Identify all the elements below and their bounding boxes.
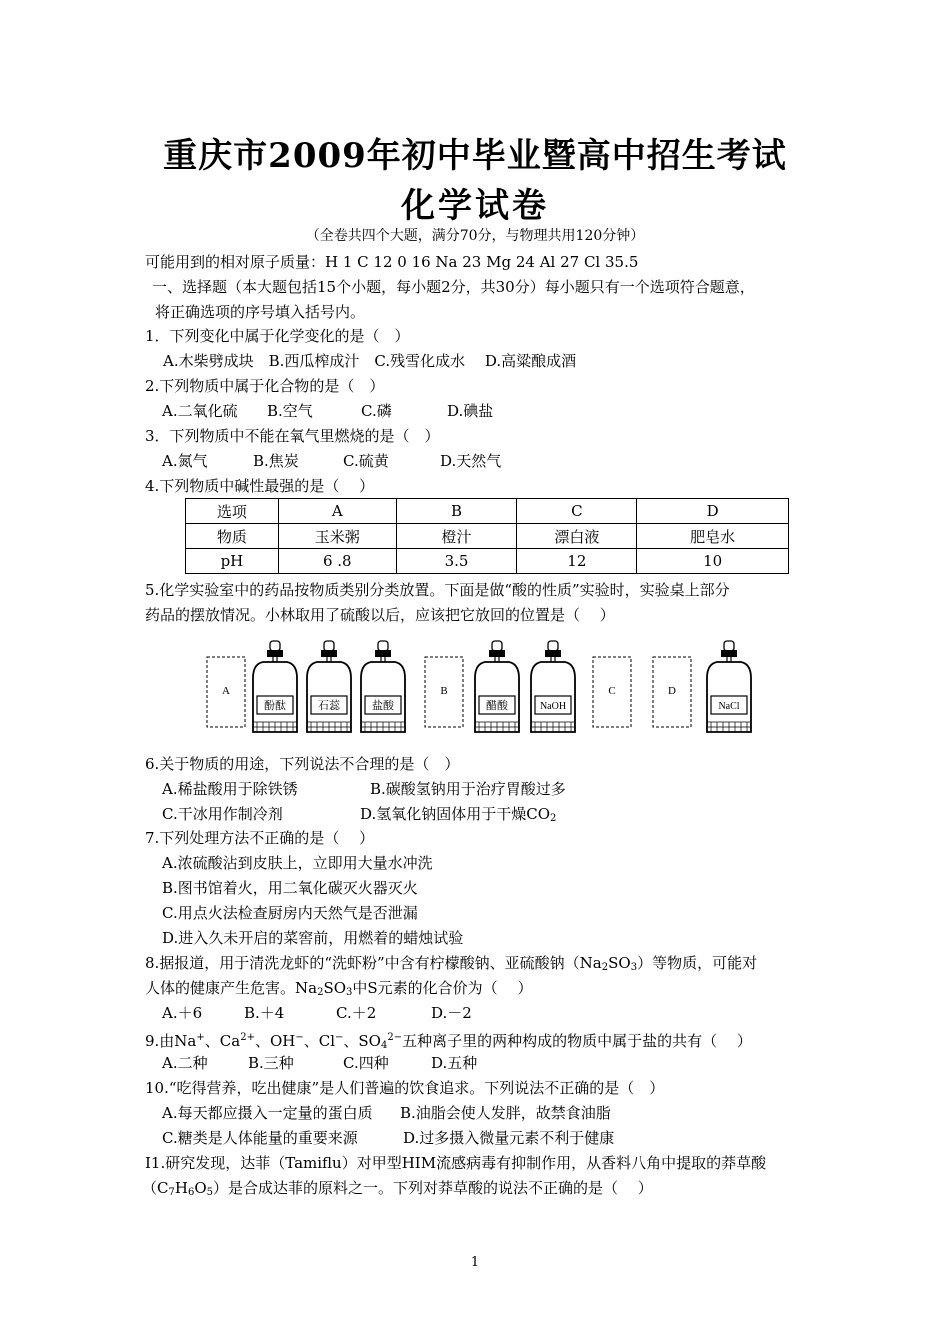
atomic-mass-line: 可能用到的相对原子质量：H 1 C 12 0 16 Na 23 Mg 24 Al 27 Cl 35.5 — [145, 253, 639, 271]
bottle-label: 醋酸 — [486, 700, 508, 712]
question-10-option-b: B.油脂会使人发胖，故禁食油脂 — [400, 1104, 611, 1122]
section-1-instructions: 一、选择题（本大题包括15个小题，每小题2分，共30分）每小题只有一个选项符合题意， — [152, 278, 755, 296]
question-8-option-a: A.＋6 — [162, 1004, 203, 1022]
bottle-nacl — [707, 641, 751, 732]
table-cell: 玉米粥 — [278, 524, 396, 549]
table-cell: 肥皂水 — [637, 524, 789, 549]
table-cell: B — [396, 499, 517, 524]
question-7-stem: 7.下列处理方法不正确的是（ ） — [145, 829, 375, 847]
slot-label-d: D — [668, 685, 676, 697]
question-1-stem: 1．下列变化中属于化学变化的是（ ） — [145, 327, 410, 345]
bottle-label: NaCl — [718, 701, 740, 712]
table-cell: 漂白液 — [517, 524, 637, 549]
question-8-option-c: C.＋2 — [336, 1004, 377, 1022]
table-cell: 选项 — [186, 499, 279, 524]
question-2-option-b: B.空气 — [267, 402, 313, 420]
question-7-option-c: C.用点火法检查厨房内天然气是否泄漏 — [162, 904, 418, 922]
question-6-option-d: D.氢氧化钠固体用于干燥$CO_2$ — [360, 805, 557, 824]
question-9-stem: 9.由Na+、$Ca^{2+}$、OH−、Cl−、$SO_4^{2-}$五种离子里的两种构成的物质中属于盐的共有（ ） — [145, 1032, 752, 1051]
bottle-label: NaOH — [539, 701, 567, 712]
table-cell: 物质 — [186, 524, 279, 549]
table-cell: A — [278, 499, 396, 524]
question-2-option-d: D.碘盐 — [447, 402, 494, 420]
exam-title: 重庆市2009年初中毕业暨高中招生考试 — [163, 136, 787, 176]
bottle-hydrochloric-acid — [361, 641, 405, 732]
bottle-label: 盐酸 — [372, 700, 394, 712]
ph-table — [185, 498, 789, 574]
bottle-acetic-acid — [475, 641, 519, 732]
table-cell: 10 — [637, 549, 789, 574]
table-cell: 橙汁 — [396, 524, 517, 549]
question-3-option-c: C.硫黄 — [343, 452, 389, 470]
question-8-option-d: D.－2 — [431, 1004, 472, 1022]
question-3-option-d: D.天然气 — [440, 452, 502, 470]
question-8-stem-cont: 人体的健康产生危害。$Na_2SO_3$中S元素的化合价为（ ） — [145, 979, 533, 998]
bottle-label: 酚酞 — [264, 700, 286, 712]
question-7-option-a: A.浓硫酸沾到皮肤上，立即用大量水冲洗 — [162, 854, 433, 872]
bottle-litmus — [307, 641, 351, 732]
question-10-option-c: C.糖类是人体能量的重要来源 — [162, 1129, 358, 1147]
exam-subtitle: （全卷共四个大题，满分70分，与物理共用120分钟） — [305, 228, 645, 244]
table-cell: 3.5 — [396, 549, 517, 574]
question-2-option-a: A.二氧化硫 — [162, 402, 238, 420]
slot-label-c: C — [608, 685, 616, 697]
question-6-stem: 6.关于物质的用途，下列说法不合理的是（ ） — [145, 755, 460, 773]
question-10-option-d: D.过多摄入微量元素不利于健康 — [403, 1129, 615, 1147]
bottle-label: 石蕊 — [318, 700, 340, 712]
question-9-option-d: D.五种 — [431, 1054, 478, 1072]
question-7-option-b: B.图书馆着火，用二氧化碳灭火器灭火 — [162, 879, 418, 897]
slot-label-a: A — [222, 685, 230, 697]
question-3-option-a: A.氮气 — [162, 452, 208, 470]
question-6-option-b: B.碳酸氢钠用于治疗胃酸过多 — [370, 780, 566, 798]
table-cell: 12 — [517, 549, 637, 574]
question-10-stem: 10.“吃得营养，吃出健康”是人们普遍的饮食追求。下列说法不正确的是（ ） — [145, 1079, 665, 1097]
table-cell: D — [637, 499, 789, 524]
reagent-shelf-figure — [200, 638, 760, 738]
question-10-option-a: A.每天都应摄入一定量的蛋白质 — [162, 1104, 373, 1122]
section-1-instructions-cont: 将正确选项的序号填入括号内。 — [155, 303, 366, 321]
table-cell: 6 .8 — [278, 549, 396, 574]
table-row — [186, 499, 789, 524]
table-cell: C — [517, 499, 637, 524]
question-8-option-b: B.＋4 — [244, 1004, 285, 1022]
question-11-stem: I1.研究发现，达菲（Tamiflu）对甲型HIM流感病毒有抑制作用，从香料八角中提取的莽草酸 — [145, 1154, 767, 1172]
question-11-stem-cont: $(C_7H_6O_5)$是合成达菲的原料之一。下列对莽草酸的说法不正确的是（ ） — [142, 1179, 653, 1198]
question-2-stem: 2.下列物质中属于化合物的是（ ） — [145, 377, 385, 395]
page-number: 1 — [470, 1255, 480, 1270]
question-2-option-c: C.磷 — [361, 402, 392, 420]
question-3-option-b: B.焦炭 — [253, 452, 299, 470]
table-cell: pH — [186, 549, 279, 574]
question-7-option-d: D.进入久未开启的菜窖前，用燃着的蜡烛试验 — [162, 929, 464, 947]
question-3-stem: 3．下列物质中不能在氧气里燃烧的是（ ） — [145, 427, 440, 445]
question-8-stem: 8.据报道，用于清洗龙虾的“洗虾粉”中含有柠檬酸钠、亚硫酸钠$(Na_2SO_3)$等物质，可能对 — [145, 954, 758, 973]
question-5-stem-cont: 药品的摆放情况。小林取用了硫酸以后，应该把它放回的位置是（ ） — [145, 606, 615, 624]
table-row — [186, 549, 789, 574]
bottle-naoh — [531, 641, 575, 732]
question-1-options: A.木柴劈成块 B.西瓜榨成汁 C.残雪化成水 D.高粱酿成酒 — [163, 352, 577, 370]
bottle-phenolphthalein — [253, 641, 297, 732]
question-4-stem: 4.下列物质中碱性最强的是（ ） — [145, 477, 375, 495]
slot-label-b: B — [440, 685, 448, 697]
exam-subject-title: 化学试卷 — [401, 186, 549, 226]
question-6-option-a: A.稀盐酸用于除铁锈 — [162, 780, 298, 798]
question-9-option-c: C.四种 — [343, 1054, 389, 1072]
question-5-stem: 5.化学实验室中的药品按物质类别分类放置。下面是做“酸的性质”实验时，实验桌上部分 — [145, 581, 730, 599]
question-9-option-a: A.二种 — [162, 1054, 208, 1072]
question-6-option-c: C.干冰用作制冷剂 — [162, 805, 283, 823]
table-row — [186, 524, 789, 549]
question-9-option-b: B.三种 — [248, 1054, 294, 1072]
